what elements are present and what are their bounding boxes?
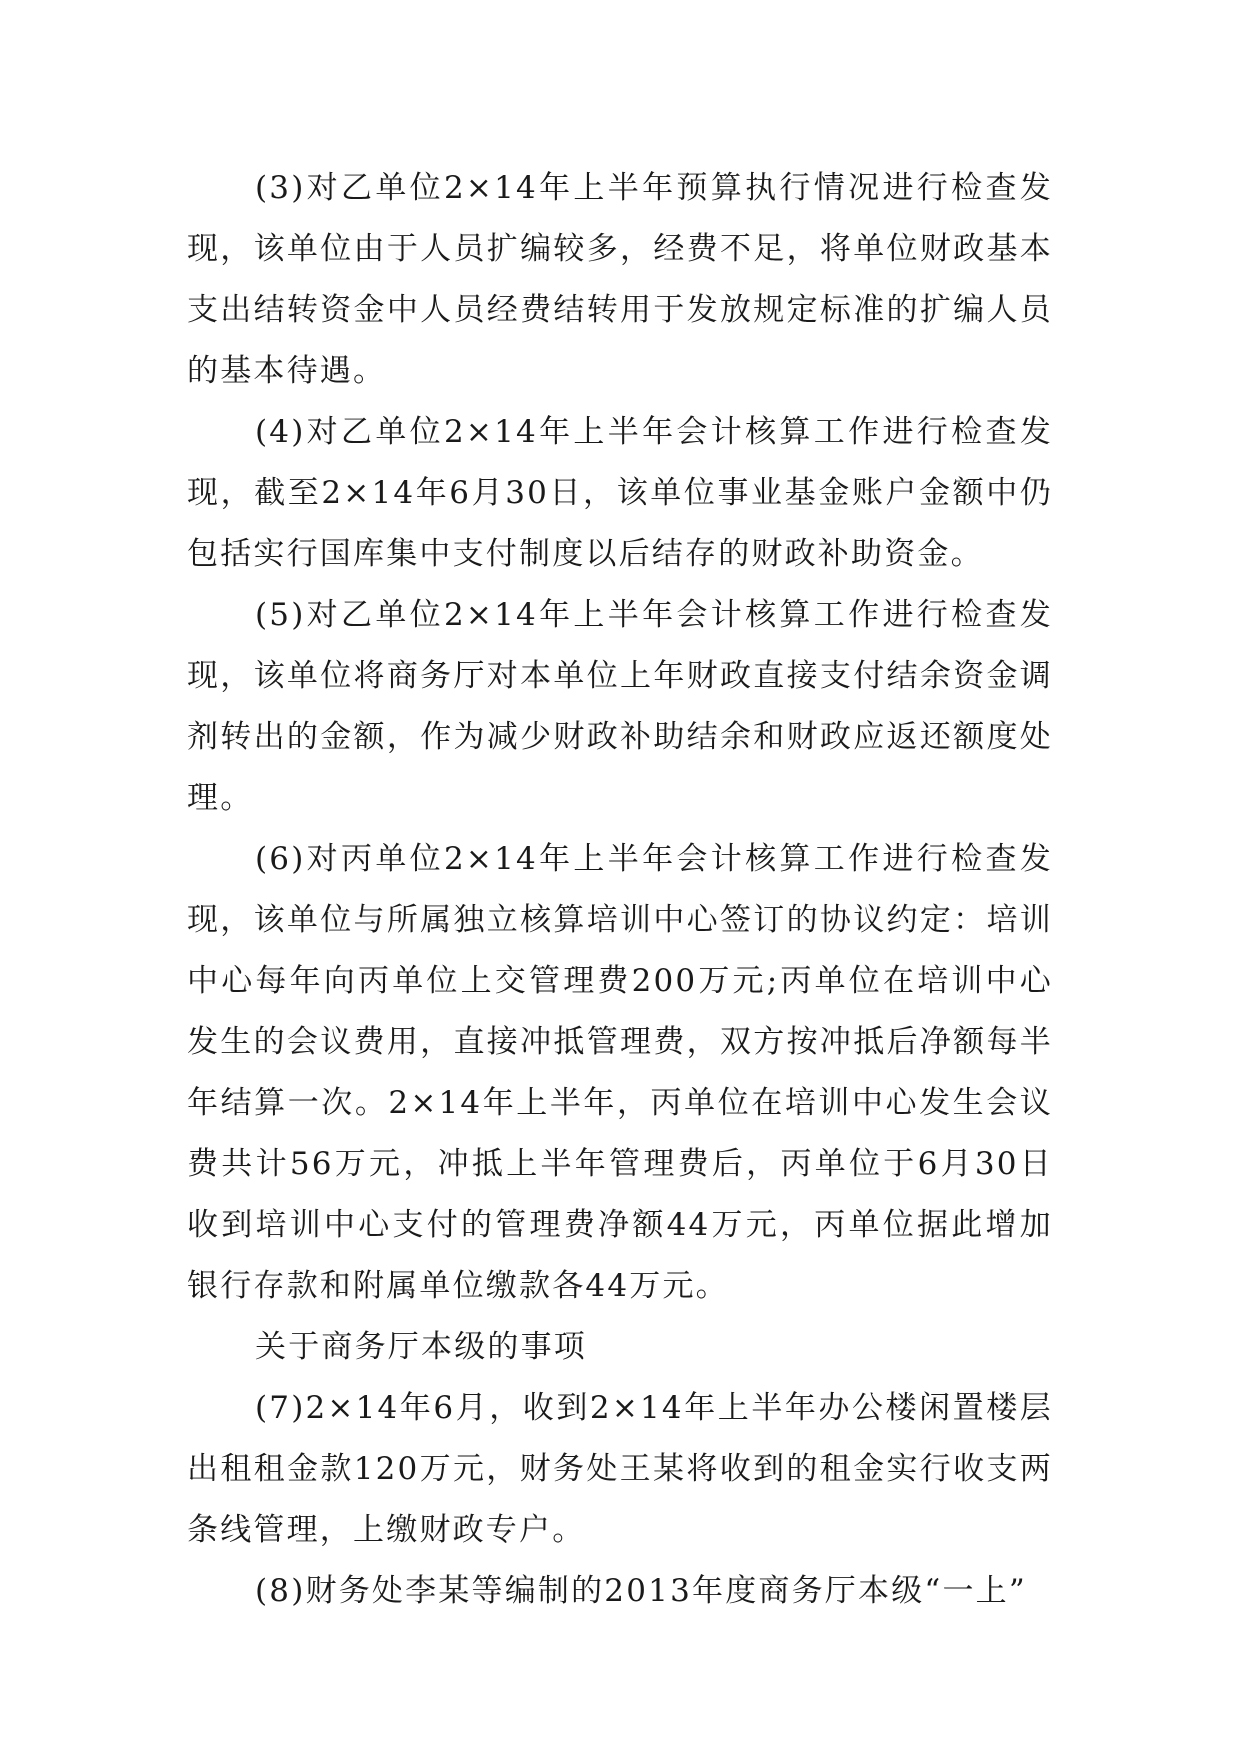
paragraph-item-4: (4)对乙单位2×14年上半年会计核算工作进行检查发现，截至2×14年6月30日，该单位事业基金账户金额中仍包括实行国库集中支付制度以后结存的财政补助资金。 [187, 414, 1053, 572]
document-page [187, 158, 1053, 1622]
paragraph-item-6: (6)对丙单位2×14年上半年会计核算工作进行检查发现，该单位与所属独立核算培训中心签订的协议约定：培训中心每年向丙单位上交管理费200万元;丙单位在培训中心发生的会议费用，直接冲抵管理费，双方按冲抵后净额每半年结算一次。2×14年上半年，丙单位在培训中心发生会议费共计56万元，冲抵上半年管理费后，丙单位于6月30日收到培训中心支付的管理费净额44万元，丙单位据此增加银行存款和附属单位缴款各44万元。 [187, 841, 1053, 1304]
paragraph-item-8: (8)财务处李某等编制的2013年度商务厅本级“一上” [255, 1573, 1027, 1609]
section-heading: 关于商务厅本级的事项 [255, 1329, 587, 1365]
paragraph-item-3: (3)对乙单位2×14年上半年预算执行情况进行检查发现，该单位由于人员扩编较多，经费不足，将单位财政基本支出结转资金中人员经费结转用于发放规定标准的扩编人员的基本待遇。 [187, 170, 1053, 389]
paragraph-item-7: (7)2×14年6月，收到2×14年上半年办公楼闲置楼层出租租金款120万元，财务处王某将收到的租金实行收支两条线管理，上缴财政专户。 [187, 1390, 1053, 1548]
paragraph-item-5: (5)对乙单位2×14年上半年会计核算工作进行检查发现，该单位将商务厅对本单位上年财政直接支付结余资金调剂转出的金额，作为减少财政补助结余和财政应返还额度处理。 [187, 597, 1053, 816]
